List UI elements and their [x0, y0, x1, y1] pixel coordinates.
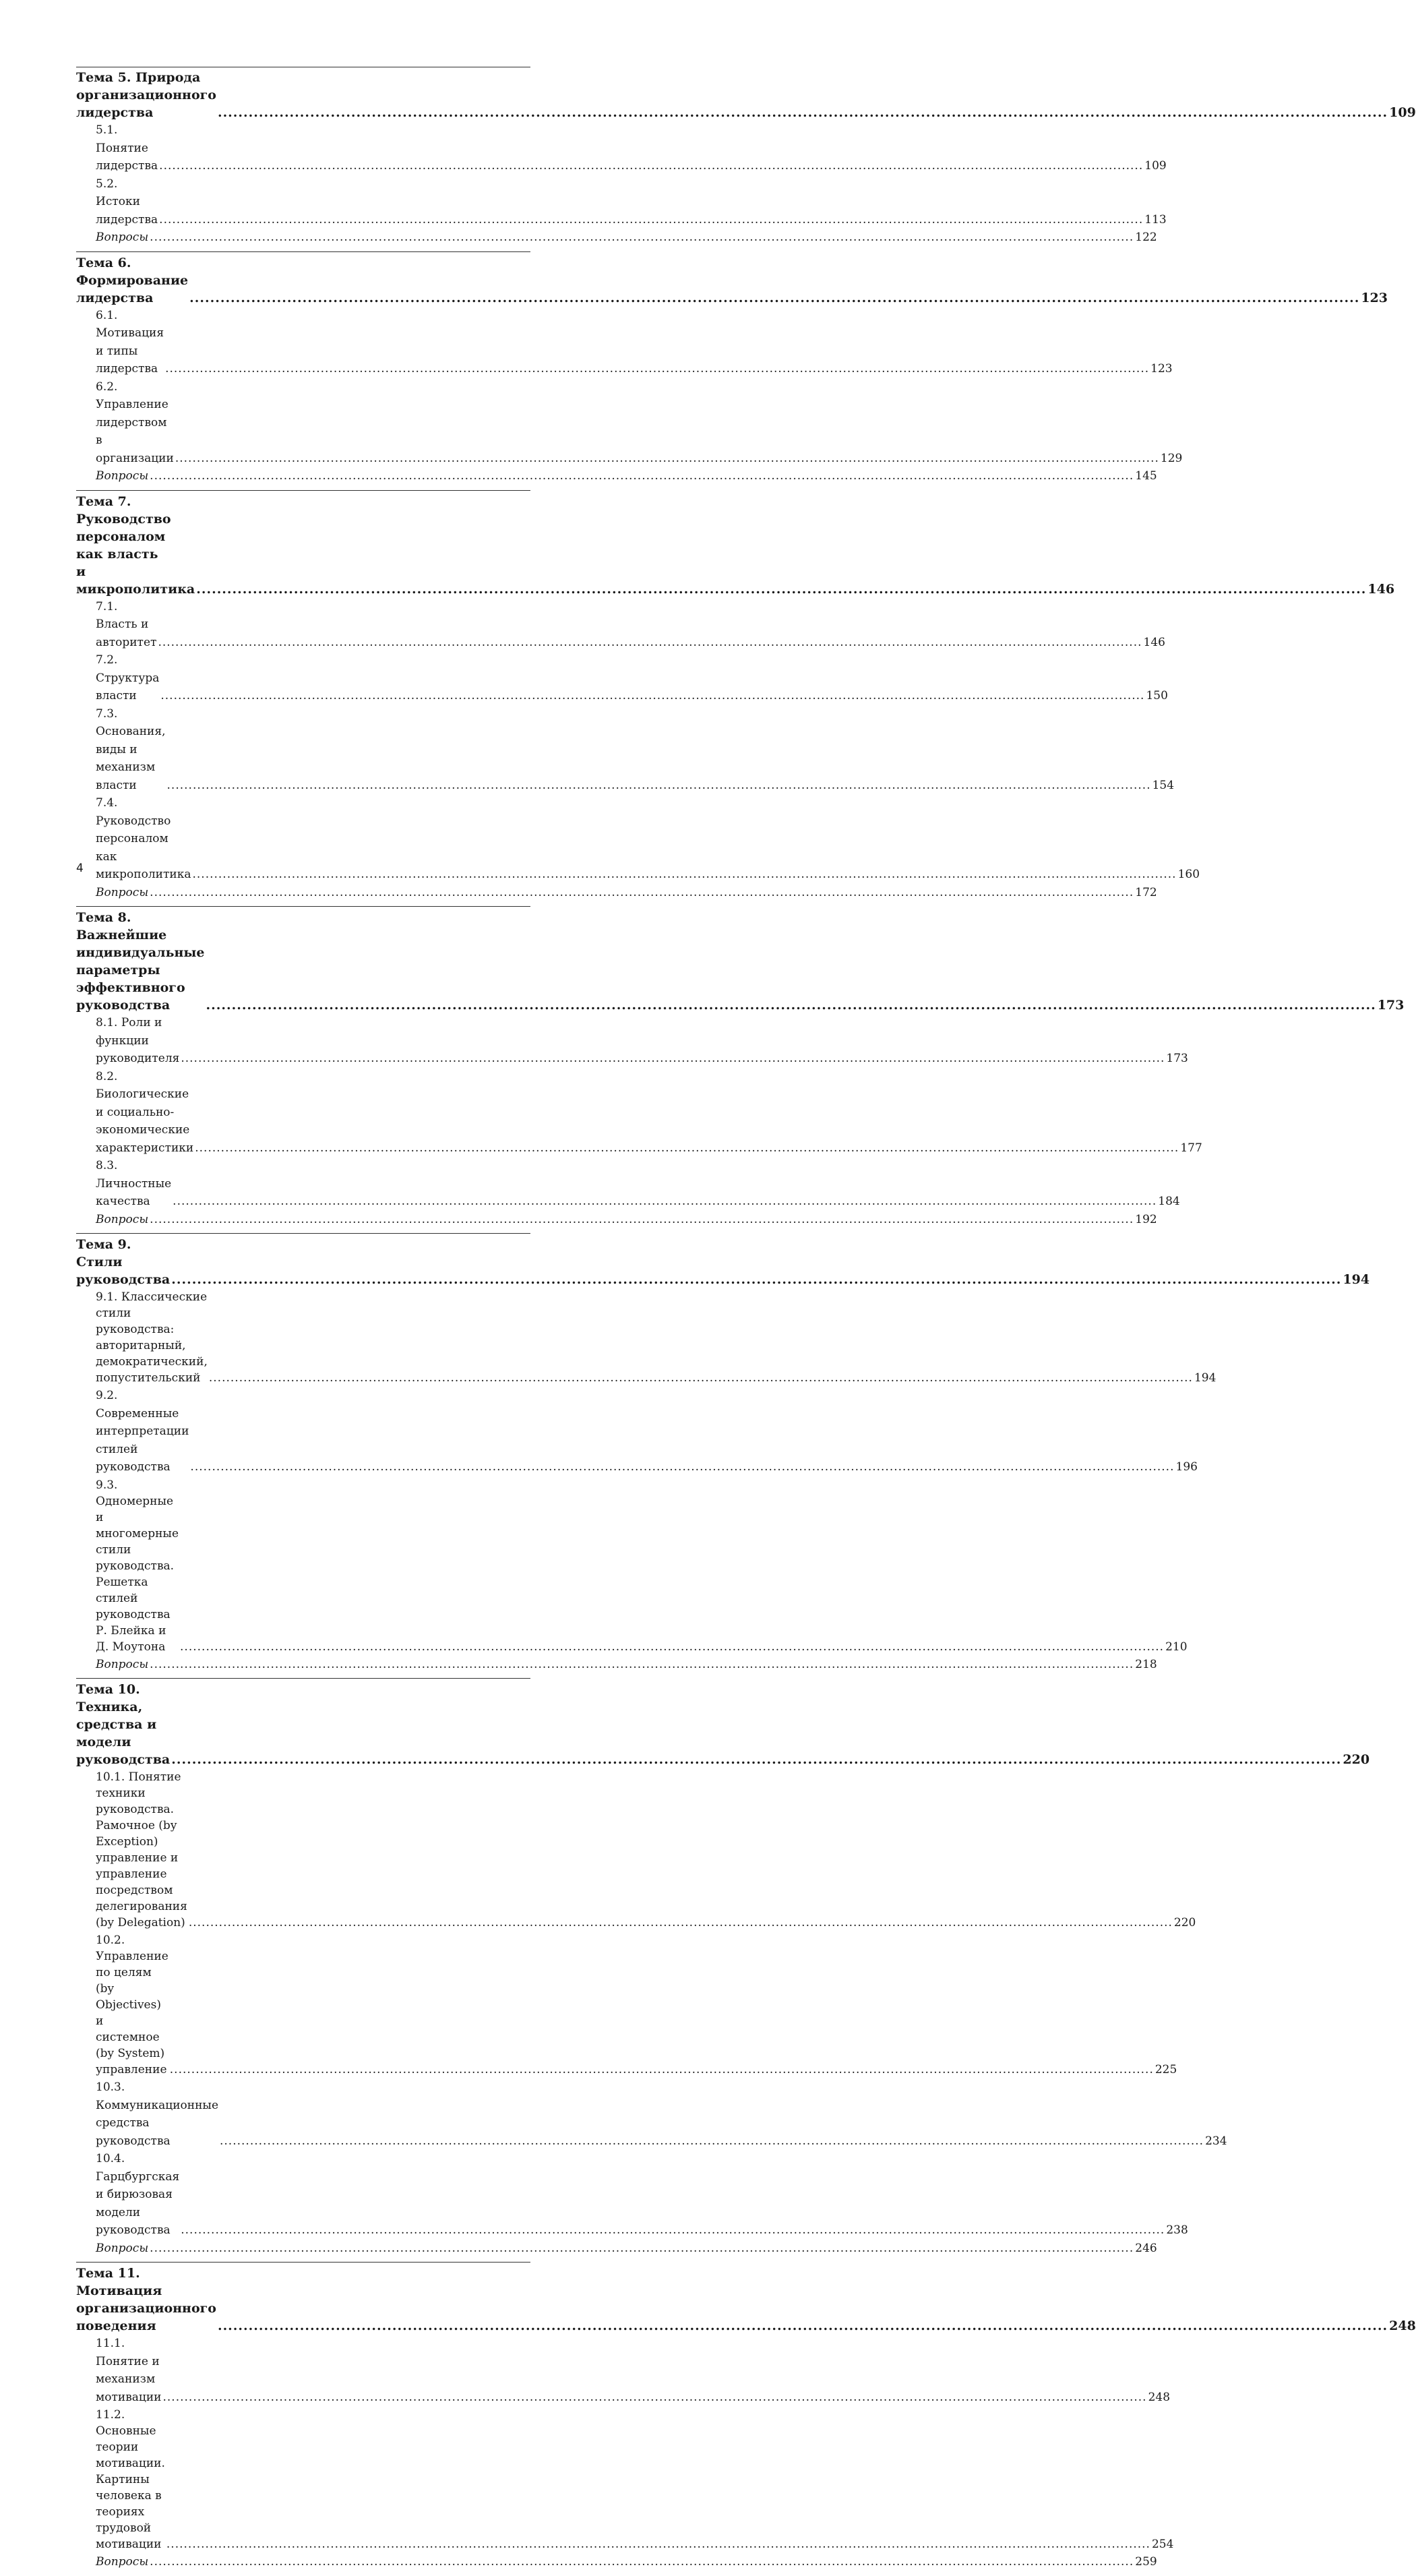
dot-leader: [190, 1458, 1174, 1476]
section-entry[interactable]: [76, 1387, 1198, 1476]
section-entry[interactable]: [76, 1476, 1188, 1656]
chapter-heading-title: Тема 5. Природа организационного лидерства: [76, 70, 216, 120]
section-entry[interactable]: [76, 651, 1168, 705]
section-entry-page-number: 160: [1177, 868, 1200, 881]
dot-leader: [171, 1751, 1341, 1768]
chapter-heading[interactable]: [76, 1236, 1370, 1288]
chapter-heading-page-number: 248: [1389, 2318, 1416, 2333]
questions-entry-page-number: 218: [1135, 1657, 1157, 1671]
dot-leader: [150, 229, 1134, 247]
dot-leader: [192, 866, 1176, 884]
questions-entry-page-number: 259: [1135, 2555, 1157, 2569]
section-entry-page-number: 248: [1148, 2390, 1171, 2404]
questions-entry[interactable]: [76, 467, 1157, 485]
chapter-heading[interactable]: [76, 2265, 1416, 2335]
section-entry-page-number: 109: [1144, 159, 1167, 173]
section-entry[interactable]: [76, 794, 1200, 884]
section-entry[interactable]: [76, 1068, 1202, 1158]
section-entry-page-number: 129: [1160, 451, 1183, 465]
section-entry-title: 10.4. Гарцбургская и бирюзовая модели руководства: [96, 2152, 180, 2237]
chapter-heading-page-number: 146: [1367, 581, 1395, 597]
section-entry-title: 6.2. Управление лидерством в организации: [96, 380, 174, 465]
dot-leader: [180, 1639, 1164, 1655]
chapter-heading-page-number: 194: [1343, 1272, 1370, 1287]
toc-chapter: [76, 490, 1395, 907]
chapter-heading-title: Тема 9. Стили руководства: [76, 1237, 171, 1287]
questions-entry-title: Вопросы: [96, 885, 149, 899]
section-entry[interactable]: [76, 705, 1175, 795]
section-entry[interactable]: [76, 1288, 1217, 1387]
questions-entry[interactable]: [76, 1656, 1157, 1674]
dot-leader: [189, 289, 1359, 307]
chapter-heading-title: Тема 11. Мотивация организационного поведения: [76, 2266, 216, 2333]
dot-leader: [150, 1211, 1134, 1229]
questions-entry[interactable]: [76, 2553, 1157, 2571]
dot-leader: [165, 360, 1149, 378]
questions-entry[interactable]: [76, 229, 1157, 247]
questions-entry-page-number: 145: [1135, 469, 1157, 483]
section-entry-page-number: 173: [1166, 1052, 1188, 1065]
toc-chapter: [76, 1678, 1370, 2262]
section-entry-page-number: 184: [1158, 1195, 1180, 1208]
section-entry-page-number: 154: [1152, 778, 1175, 792]
dot-leader: [181, 1050, 1165, 1068]
dot-leader: [206, 996, 1376, 1014]
section-entry-title: 9.2. Современные интерпретации стилей руководства: [96, 1389, 189, 1474]
dot-leader: [150, 2240, 1134, 2258]
dot-leader: [150, 1656, 1134, 1674]
dot-leader: [150, 884, 1134, 902]
section-entry[interactable]: [76, 1931, 1177, 2078]
dot-leader: [170, 2062, 1154, 2078]
section-entry-title: 7.2. Структура власти: [96, 653, 160, 702]
dot-leader: [159, 211, 1143, 229]
section-entry[interactable]: [76, 121, 1167, 175]
dot-leader: [220, 2132, 1204, 2151]
dot-leader: [218, 2317, 1388, 2335]
section-entry-page-number: 196: [1175, 1460, 1198, 1474]
questions-entry[interactable]: [76, 2240, 1157, 2258]
chapter-heading[interactable]: [76, 1681, 1370, 1768]
section-entry-title: 10.2. Управление по целям (by Objectives) и системное (by System) управление: [96, 1934, 168, 2076]
section-entry[interactable]: [76, 1768, 1196, 1931]
questions-entry-page-number: 172: [1135, 885, 1157, 899]
section-entry[interactable]: [76, 307, 1173, 378]
section-entry-title: 6.1. Мотивация и типы лидерства: [96, 308, 164, 376]
dot-leader: [150, 2553, 1134, 2571]
dot-leader: [218, 104, 1388, 121]
table-of-contents: [76, 67, 1416, 2576]
section-entry-page-number: 146: [1143, 635, 1165, 649]
section-entry-page-number: 234: [1205, 2134, 1227, 2148]
section-entry-page-number: 194: [1194, 1371, 1217, 1385]
dot-leader: [181, 2221, 1165, 2240]
section-entry-page-number: 254: [1151, 2538, 1174, 2551]
section-entry-page-number: 123: [1150, 362, 1173, 376]
section-entry-title: 5.2. Истоки лидерства: [96, 177, 158, 227]
questions-entry-page-number: 122: [1135, 231, 1157, 244]
questions-entry-title: Вопросы: [96, 1212, 149, 1226]
dot-leader: [195, 1139, 1179, 1158]
chapter-heading-page-number: 173: [1377, 998, 1405, 1013]
dot-leader: [189, 1915, 1173, 1931]
questions-entry-title: Вопросы: [96, 469, 149, 483]
dot-leader: [175, 450, 1159, 468]
section-entry-title: 7.4. Руководство персоналом как микрополитика: [96, 796, 191, 881]
toc-chapter: [76, 1233, 1370, 1678]
chapter-heading-title: Тема 10. Техника, средства и модели руководства: [76, 1682, 171, 1767]
section-entry-page-number: 238: [1166, 2223, 1188, 2237]
section-entry-title: 10.3. Коммуникационные средства руководства: [96, 2080, 219, 2148]
toc-chapter: [76, 67, 1416, 251]
section-entry-title: 8.3. Личностные качества: [96, 1159, 172, 1208]
section-entry[interactable]: [76, 2078, 1227, 2150]
section-entry[interactable]: [76, 378, 1183, 468]
section-entry-title: 9.1. Классические стили руководства: авторитарный, демократический, попустительский: [96, 1290, 208, 1385]
section-entry-title: 8.1. Роли и функции руководителя: [96, 1016, 180, 1065]
dot-leader: [150, 467, 1134, 485]
chapter-heading[interactable]: [76, 909, 1405, 1014]
section-entry[interactable]: [76, 1014, 1188, 1068]
chapter-heading-page-number: 109: [1389, 105, 1416, 120]
section-entry-title: 10.1. Понятие техники руководства. Рамочное (by Exception) управление и управление посредством делегирования (by Delegation): [96, 1770, 187, 1929]
section-entry[interactable]: [76, 2406, 1174, 2553]
page-number: 4: [76, 862, 84, 875]
section-entry-page-number: 210: [1165, 1640, 1188, 1654]
toc-chapter: [76, 906, 1405, 1233]
section-entry-page-number: 220: [1173, 1916, 1196, 1929]
toc-chapter: [76, 251, 1388, 490]
section-entry[interactable]: [76, 598, 1165, 652]
questions-entry[interactable]: [76, 884, 1157, 902]
toc-chapter: [76, 2262, 1416, 2576]
section-entry-page-number: 225: [1155, 2063, 1177, 2076]
section-entry-page-number: 177: [1180, 1141, 1202, 1155]
chapter-heading[interactable]: [76, 69, 1416, 121]
questions-entry-title: Вопросы: [96, 1657, 149, 1671]
questions-entry-page-number: 246: [1135, 2241, 1157, 2255]
chapter-heading-page-number: 220: [1343, 1752, 1370, 1767]
dot-leader: [209, 1370, 1193, 1386]
questions-entry[interactable]: [76, 1211, 1157, 1229]
section-entry-title: 11.2. Основные теории мотивации. Картины человека в теориях трудовой мотивации: [96, 2408, 165, 2551]
chapter-heading-title: Тема 6. Формирование лидерства: [76, 255, 189, 305]
questions-entry-page-number: 192: [1135, 1212, 1157, 1226]
dot-leader: [166, 2536, 1150, 2552]
section-entry-title: 7.1. Власть и авторитет: [96, 599, 157, 649]
section-entry-title: 11.1. Понятие и механизм мотивации: [96, 2337, 162, 2404]
dot-leader: [196, 580, 1366, 598]
dot-leader: [159, 157, 1143, 175]
section-entry-title: 8.2. Биологические и социально-экономические характеристики: [96, 1069, 194, 1155]
section-entry-title: 5.1. Понятие лидерства: [96, 123, 158, 173]
questions-entry-title: Вопросы: [96, 2241, 149, 2255]
chapter-heading[interactable]: [76, 493, 1395, 598]
dot-leader: [160, 687, 1144, 705]
section-entry-title: 7.3. Основания, виды и механизм власти: [96, 707, 166, 792]
chapter-heading-page-number: 123: [1361, 290, 1388, 305]
section-entry-title: 9.3. Одномерные и многомерные стили руководства. Решетка стилей руководства Р. Блейка и Д. Моутона: [96, 1478, 179, 1654]
dot-leader: [171, 1271, 1341, 1288]
chapter-heading-title: Тема 8. Важнейшие индивидуальные параметры эффективного руководства: [76, 910, 205, 1013]
section-entry[interactable]: [76, 175, 1167, 229]
dot-leader: [173, 1193, 1157, 1211]
section-entry-page-number: 113: [1144, 212, 1167, 227]
dot-leader: [163, 2389, 1147, 2407]
section-entry[interactable]: [76, 2335, 1171, 2406]
dot-leader: [158, 634, 1142, 652]
questions-entry-title: Вопросы: [96, 231, 149, 244]
chapter-heading[interactable]: [76, 254, 1388, 307]
section-entry[interactable]: [76, 1157, 1180, 1211]
section-entry-page-number: 150: [1146, 689, 1168, 702]
section-entry[interactable]: [76, 2150, 1188, 2240]
chapter-heading-title: Тема 7. Руководство персоналом как власть и микрополитика: [76, 493, 195, 597]
dot-leader: [167, 777, 1151, 795]
questions-entry-title: Вопросы: [96, 2555, 149, 2569]
